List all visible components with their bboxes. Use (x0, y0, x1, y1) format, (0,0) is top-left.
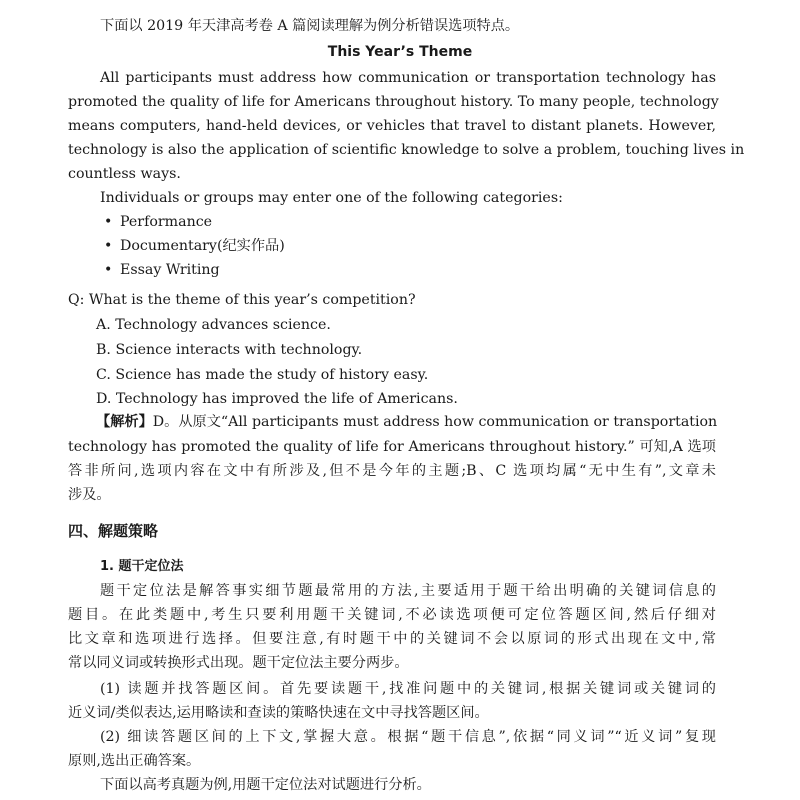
question-option: C. Science has made the study of history easy. (96, 367, 429, 383)
analysis-mark: 【解析】 (96, 414, 153, 430)
analysis-line3: 答非所问,选项内容在文中有所涉及,但不是今年的主题;B、C 选项均属“无中生有”,文章未 (68, 463, 716, 479)
category-item (104, 260, 220, 280)
category-label: Performance (120, 214, 213, 230)
question-stem: Q: What is the theme of this year’s competition? (68, 292, 416, 308)
bullet-icon: • (104, 214, 113, 230)
step1-line2: 近义词/类似表达,运用略读和查读的策略快速在文中寻找答题区间。 (68, 705, 489, 721)
analysis-line1 (96, 412, 716, 432)
analysis-line2: technology has promoted the quality of life for Americans throughout history.” 可知,A 选项 (68, 439, 716, 455)
category-label: Essay Writing (120, 262, 220, 278)
passage-p2: Individuals or groups may enter one of the following categories: (100, 190, 563, 206)
passage-p1-line2: promoted the quality of life for Americans throughout history. To many people, technology (68, 94, 719, 110)
method-p1-line1: 题干定位法是解答事实细节题最常用的方法,主要适用于题干给出明确的关键词信息的 (100, 583, 716, 599)
passage-p1-line4: technology is also the application of scientific knowledge to solve a problem, touching lives in (68, 142, 745, 158)
closing-line: 下面以高考真题为例,用题干定位法对试题进行分析。 (100, 777, 431, 793)
analysis-line1-text: D。从原文“All participants must address how communication or transportation (152, 414, 718, 430)
analysis-line4: 涉及。 (68, 487, 111, 503)
question-option: B. Science interacts with technology. (96, 342, 363, 358)
question-option: A. Technology advances science. (96, 317, 331, 333)
step2-line1: (2) 细读答题区间的上下文,掌握大意。根据“题干信息”,依据“同义词”“近义词”复现 (100, 729, 716, 745)
method-p1-line3: 比文章和选项进行选择。但要注意,有时题干中的关键词不会以原词的形式出现在文中,常 (68, 631, 716, 647)
passage-p1-line5: countless ways. (68, 166, 181, 182)
passage-p1-line1: All participants must address how communication or transportation technology has (100, 70, 716, 86)
category-item (104, 212, 212, 232)
category-item (104, 236, 285, 256)
step2-line2: 原则,选出正确答案。 (68, 753, 201, 769)
method-p1-line2: 题目。在此类题中,考生只要利用题干关键词,不必读选项便可定位答题区间,然后仔细对 (68, 607, 716, 623)
passage-title: This Year’s Theme (327, 44, 473, 60)
question-option: D. Technology has improved the life of Americans. (96, 391, 458, 407)
bullet-icon: • (104, 262, 113, 278)
subsection-heading: 1. 题干定位法 (100, 559, 184, 574)
category-label: Documentary(纪实作品) (120, 238, 285, 254)
step1-line1: (1) 读题并找答题区间。首先要读题干,找准问题中的关键词,根据关键词或关键词的 (100, 681, 716, 697)
section-heading: 四、解题策略 (68, 522, 159, 540)
method-p1-line4: 常以同义词或转换形式出现。题干定位法主要分两步。 (68, 655, 409, 671)
intro-line: 下面以 2019 年天津高考卷 A 篇阅读理解为例分析错误选项特点。 (100, 18, 520, 34)
bullet-icon: • (104, 238, 113, 254)
passage-p1-line3: means computers, hand-held devices, or vehicles that travel to distant planets. However, (68, 118, 716, 134)
